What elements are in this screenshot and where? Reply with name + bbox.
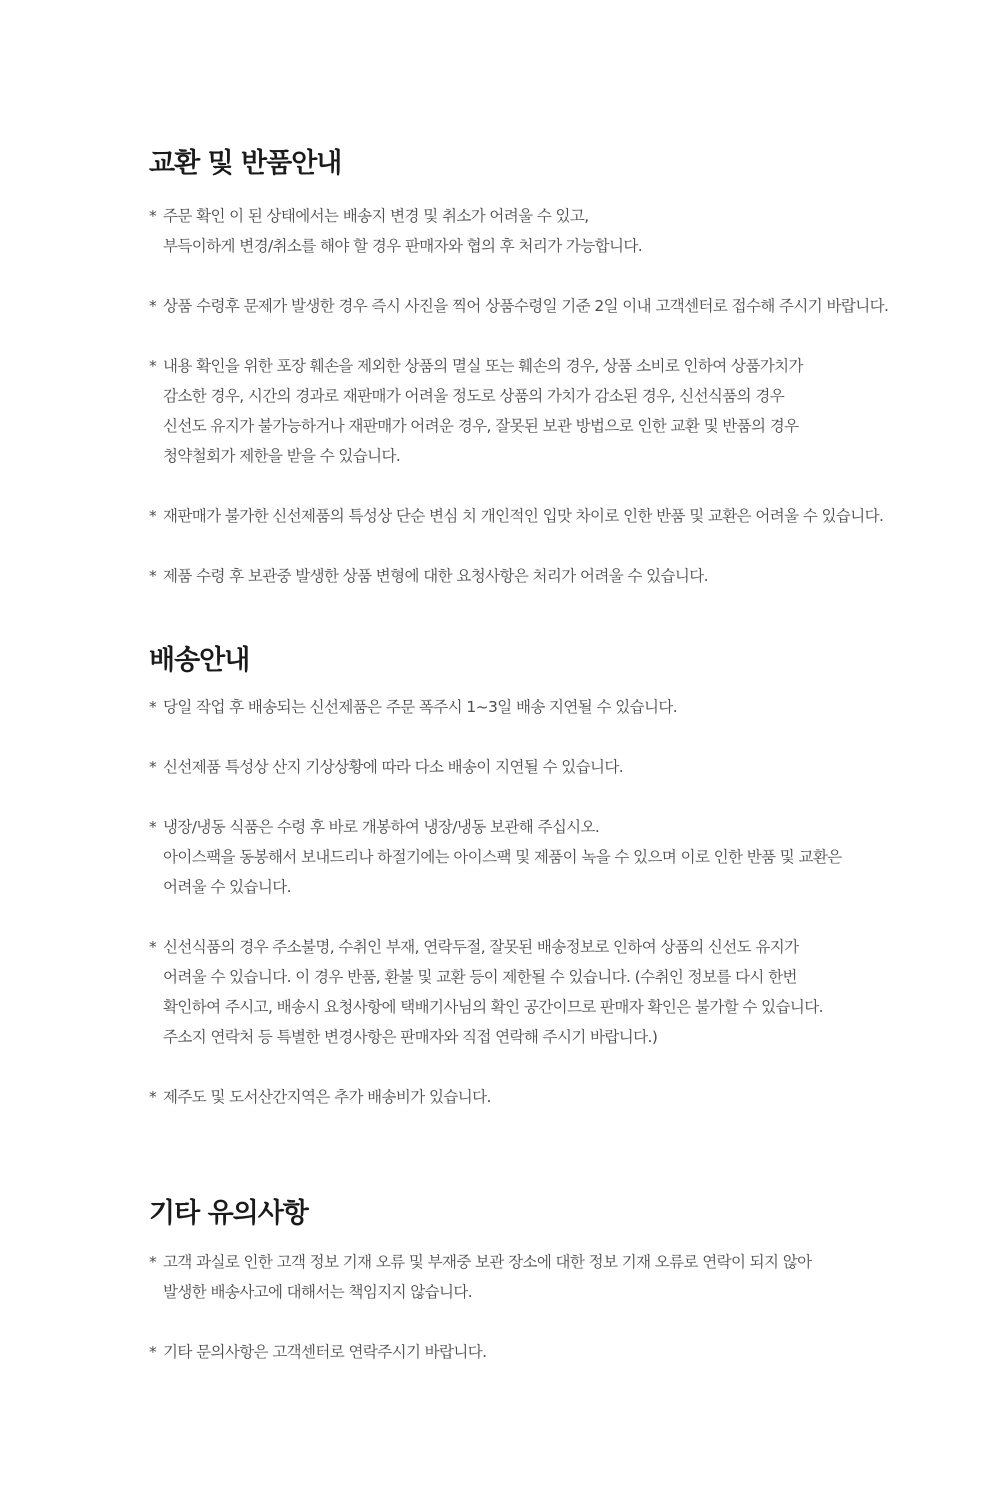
bullet-marker: * [149,1343,157,1361]
notice-line: 감소한 경우, 시간의 경과로 재판매가 어려울 정도로 상품의 가치가 감소된 경우, 신선식품의 경우 [163,387,785,405]
notice-line: 신선도 유지가 불가능하거나 재판매가 어려운 경우, 잘못된 보관 방법으로 인한 교환 및 반품의 경우 [163,417,799,435]
notice-item [149,561,969,591]
notice-line: 냉장/냉동 식품은 수령 후 바로 개봉하여 냉장/냉동 보관해 주십시오. [163,818,600,836]
notice-line: 어려울 수 있습니다. 이 경우 반품, 환불 및 교환 등이 제한될 수 있습니다. (수취인 정보를 다시 한번 [163,968,797,986]
notice-line: 청약철회가 제한을 받을 수 있습니다. [163,447,401,465]
notice-item [149,501,969,531]
notice-line: 상품 수령후 문제가 발생한 경우 즉시 사진을 찍어 상품수령일 기준 2일 이내 고객센터로 접수해 주시기 바랍니다. [163,297,889,315]
notice-line: 고객 과실로 인한 고객 정보 기재 오류 및 부재중 보관 장소에 대한 정보 기재 오류로 연락이 되지 않아 [163,1253,812,1271]
section-title: 배송안내 [149,645,250,676]
notice-line: 신선제품 특성상 산지 기상상황에 따라 다소 배송이 지연될 수 있습니다. [163,758,624,776]
notice-line: 제품 수령 후 보관중 발생한 상품 변형에 대한 요청사항은 처리가 어려울 수 있습니다. [163,567,708,585]
notice-line: 주소지 연락처 등 특별한 변경사항은 판매자와 직접 연락해 주시기 바랍니다.) [163,1028,658,1046]
bullet-marker: * [149,207,157,225]
notice-line: 부득이하게 변경/취소를 해야 할 경우 판매자와 협의 후 처리가 가능합니다. [163,237,643,255]
notice-item [149,752,969,782]
bullet-marker: * [149,297,157,315]
bullet-marker: * [149,1253,157,1271]
notice-item [149,1082,969,1112]
notice-line: 기타 문의사항은 고객센터로 연락주시기 바랍니다. [163,1343,487,1361]
exchange-return-section [149,147,969,591]
notice-item [149,1337,969,1367]
bullet-marker: * [149,507,157,525]
notice-item [149,692,969,722]
bullet-marker: * [149,567,157,585]
bullet-marker: * [149,1088,157,1106]
bullet-marker: * [149,938,157,956]
notice-line: 확인하여 주시고, 배송시 요청사항에 택배기사님의 확인 공간이므로 판매자 확인은 불가할 수 있습니다. [163,998,823,1016]
notice-item [149,351,969,471]
notice-line: 신선식품의 경우 주소불명, 수취인 부재, 연락두절, 잘못된 배송정보로 인하여 상품의 신선도 유지가 [163,938,799,956]
notice-item [149,1247,969,1307]
notice-line: 당일 작업 후 배송되는 신선제품은 주문 폭주시 1~3일 배송 지연될 수 있습니다. [163,698,678,716]
notice-item [149,812,969,902]
notice-item [149,932,969,1052]
notice-line: 내용 확인을 위한 포장 훼손을 제외한 상품의 멸실 또는 훼손의 경우, 상품 소비로 인하여 상품가치가 [163,357,803,375]
notice-line: 주문 확인 이 된 상태에서는 배송지 변경 및 취소가 어려울 수 있고, [163,207,589,225]
notice-item [149,291,969,321]
notice-line: 재판매가 불가한 신선제품의 특성상 단순 변심 치 개인적인 입맛 차이로 인한 반품 및 교환은 어려울 수 있습니다. [163,507,884,525]
other-notes-section [149,1197,969,1367]
bullet-marker: * [149,357,157,375]
bullet-marker: * [149,758,157,776]
notice-line: 아이스팩을 동봉해서 보내드리나 하절기에는 아이스팩 및 제품이 녹을 수 있으며 이로 인한 반품 및 교환은 [163,848,842,866]
section-title: 교환 및 반품안내 [149,148,342,179]
notice-line: 어려울 수 있습니다. [163,878,291,896]
notice-line: 제주도 및 도서산간지역은 추가 배송비가 있습니다. [163,1088,491,1106]
bullet-marker: * [149,818,157,836]
notice-line: 발생한 배송사고에 대해서는 책임지지 않습니다. [163,1283,473,1301]
bullet-marker: * [149,698,157,716]
section-title: 기타 유의사항 [149,1198,308,1229]
notice-item [149,201,969,261]
shipping-section [149,644,969,1112]
